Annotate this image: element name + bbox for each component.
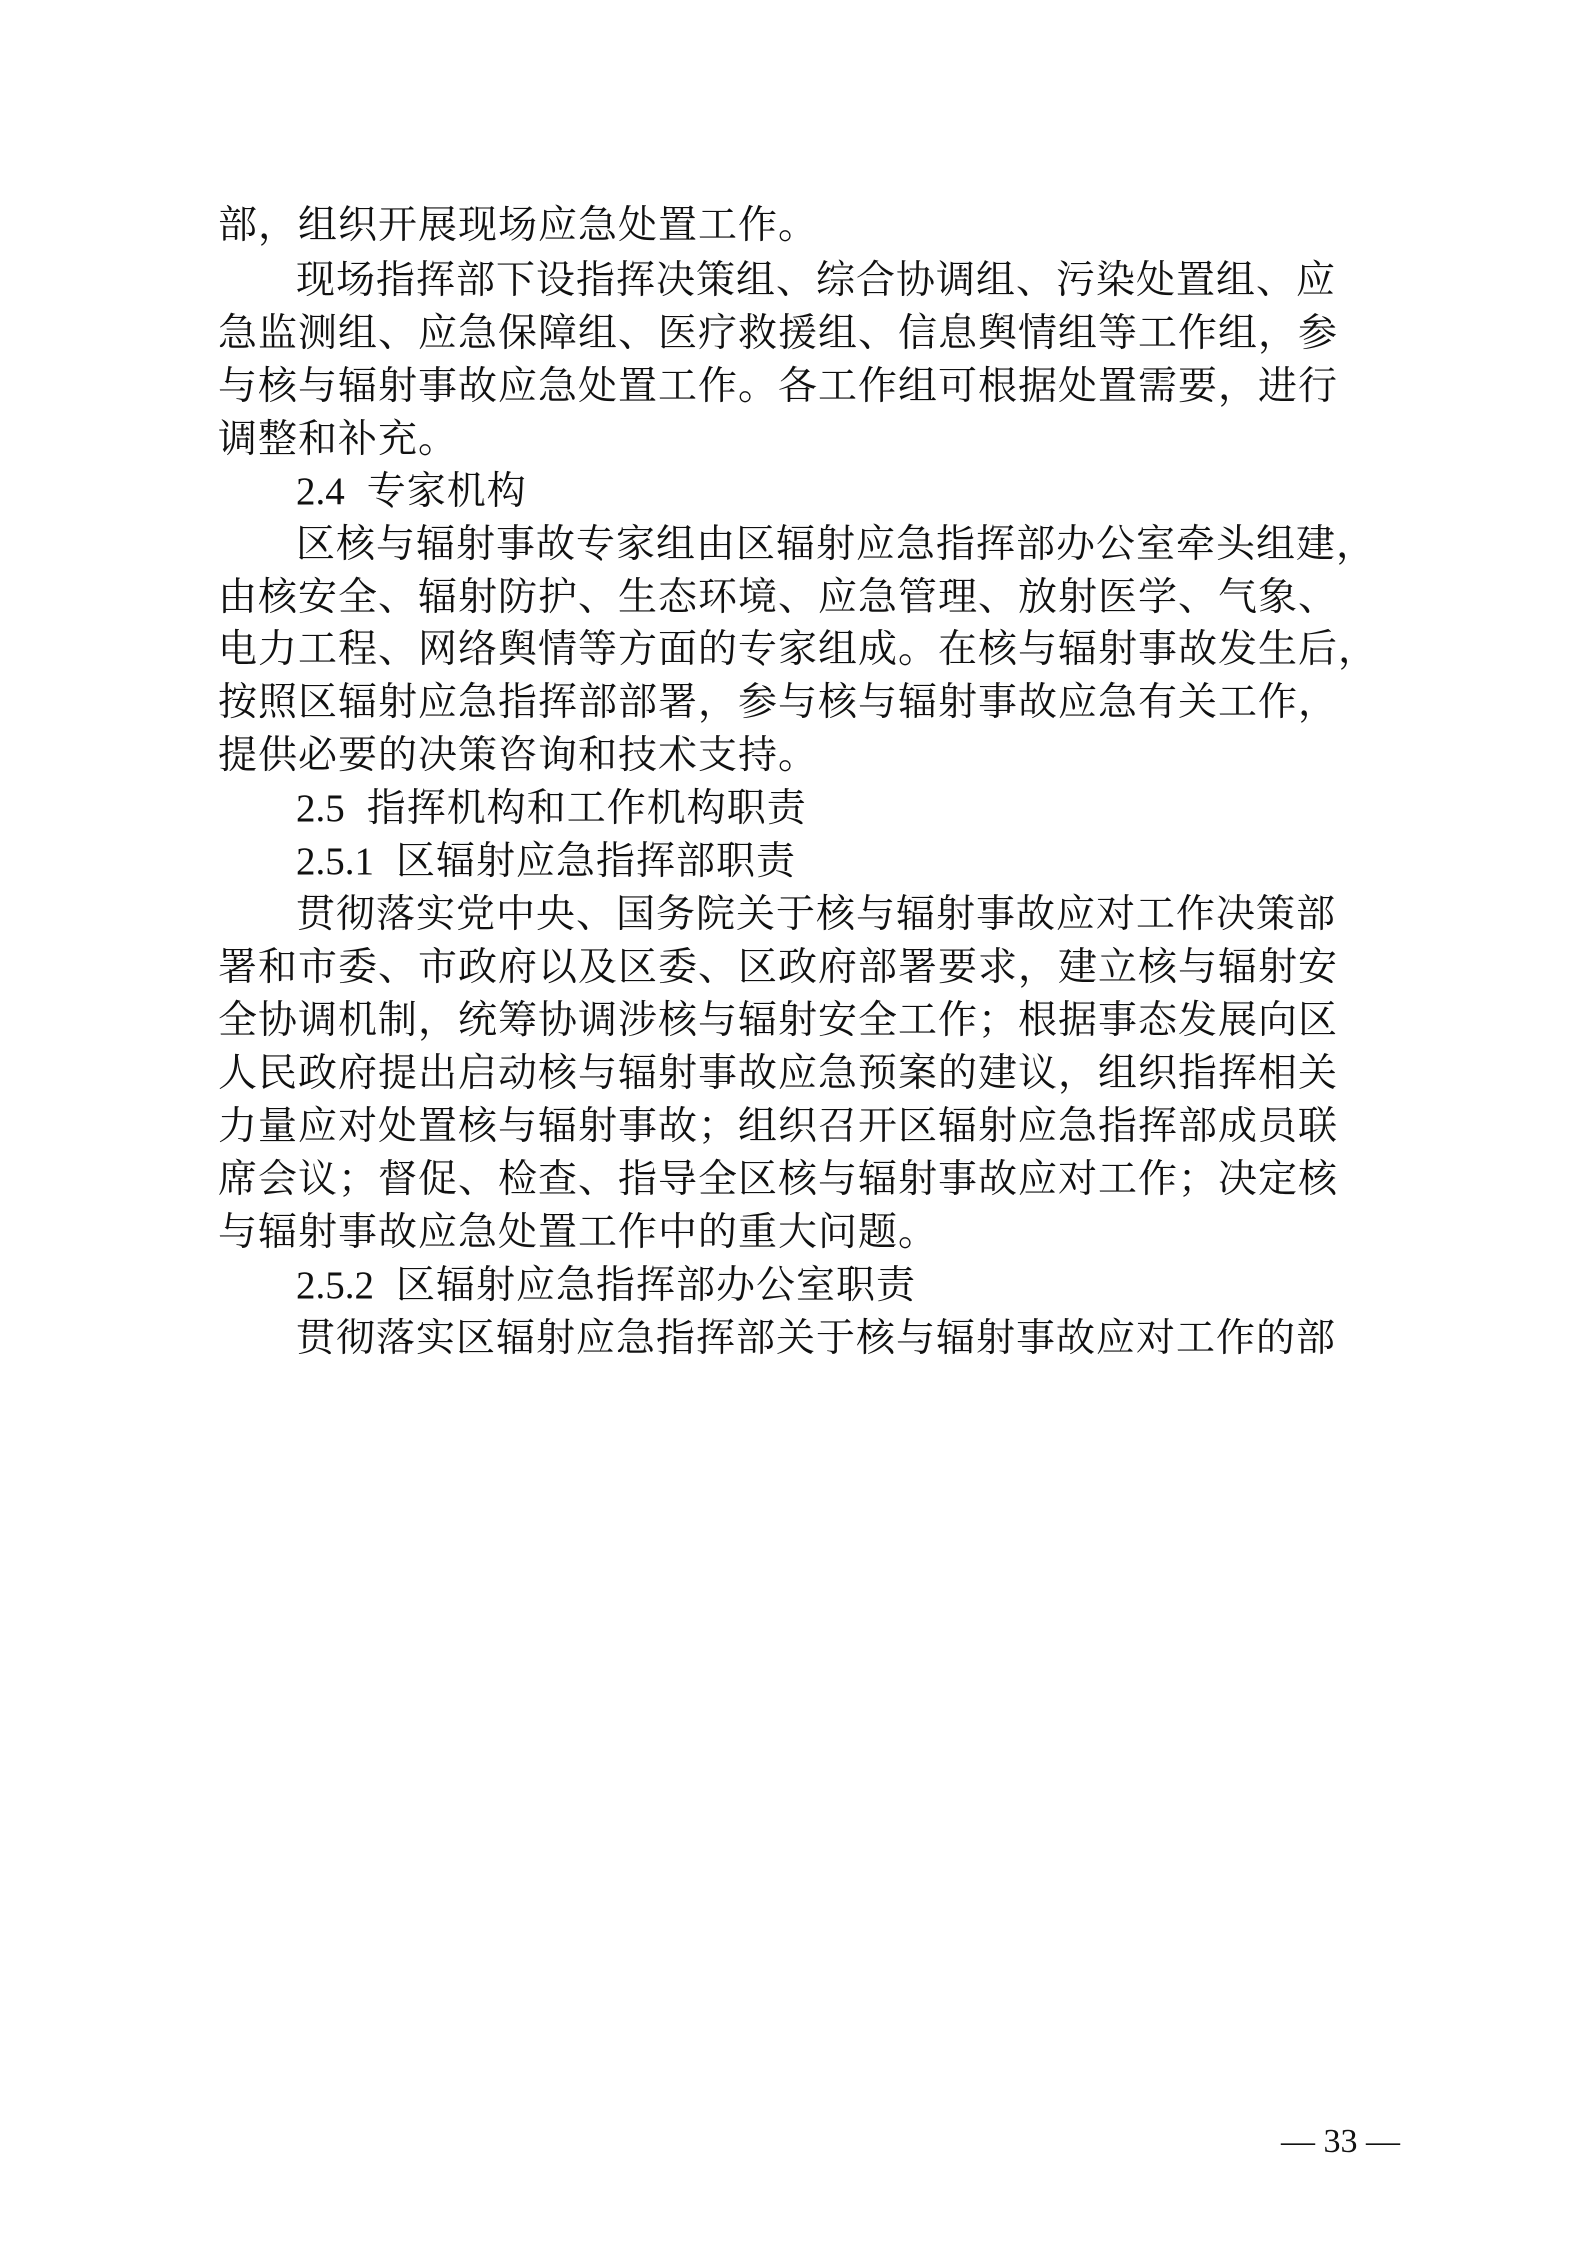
heading-number: 2.5.2 xyxy=(296,1264,374,1307)
paragraph-line: 急监测组、应急保障组、医疗救援组、信息舆情组等工作组，参 xyxy=(218,311,1339,356)
heading-number: 2.5.1 xyxy=(296,840,374,883)
paragraph-line: 贯彻落实区辐射应急指挥部关于核与辐射事故应对工作的部 xyxy=(296,1316,1337,1361)
paragraph-line: 按照区辐射应急指挥部部署，参与核与辐射事故应急有关工作， xyxy=(218,680,1339,725)
paragraph-line: 力量应对处置核与辐射事故；组织召开区辐射应急指挥部成员联 xyxy=(218,1104,1339,1149)
paragraph-line: 人民政府提出启动核与辐射事故应急预案的建议，组织指挥相关 xyxy=(218,1051,1339,1096)
paragraph-line: 调整和补充。 xyxy=(218,417,459,462)
paragraph-line: 与辐射事故应急处置工作中的重大问题。 xyxy=(218,1210,939,1255)
section-heading-2-4 xyxy=(296,467,1388,517)
paragraph-line: 提供必要的决策咨询和技术支持。 xyxy=(218,733,819,778)
heading-number: 2.4 xyxy=(296,470,345,513)
page-number: — 33 — xyxy=(1281,2123,1400,2160)
heading-number: 2.5 xyxy=(296,787,345,830)
paragraph-line: 现场指挥部下设指挥决策组、综合协调组、污染处置组、应 xyxy=(296,258,1337,303)
section-heading-2-5 xyxy=(296,784,1388,834)
heading-title: 专家机构 xyxy=(366,469,527,514)
paragraph-line: 与核与辐射事故应急处置工作。各工作组可根据处置需要，进行 xyxy=(218,364,1339,409)
paragraph-line: 署和市委、市政府以及区委、区政府部署要求，建立核与辐射安 xyxy=(218,945,1339,990)
paragraph-line: 全协调机制，统筹协调涉核与辐射安全工作；根据事态发展向区 xyxy=(218,998,1339,1043)
paragraph-line: 由核安全、辐射防护、生态环境、应急管理、放射医学、气象、 xyxy=(218,575,1339,620)
section-heading-2-5-2 xyxy=(296,1261,1388,1311)
section-heading-2-5-1 xyxy=(296,837,1388,887)
heading-title: 指挥机构和工作机构职责 xyxy=(366,786,807,831)
paragraph-line: 贯彻落实党中央、国务院关于核与辐射事故应对工作决策部 xyxy=(296,892,1337,937)
heading-title: 区辐射应急指挥部职责 xyxy=(396,839,797,884)
paragraph-line: 区核与辐射事故专家组由区辐射应急指挥部办公室牵头组建， xyxy=(296,522,1377,567)
paragraph-line: 电力工程、网络舆情等方面的专家组成。在核与辐射事故发生后， xyxy=(218,627,1379,672)
paragraph-line: 部，组织开展现场应急处置工作。 xyxy=(218,203,819,248)
heading-title: 区辐射应急指挥部办公室职责 xyxy=(396,1263,917,1308)
paragraph-line: 席会议；督促、检查、指导全区核与辐射事故应对工作；决定核 xyxy=(218,1157,1339,1202)
